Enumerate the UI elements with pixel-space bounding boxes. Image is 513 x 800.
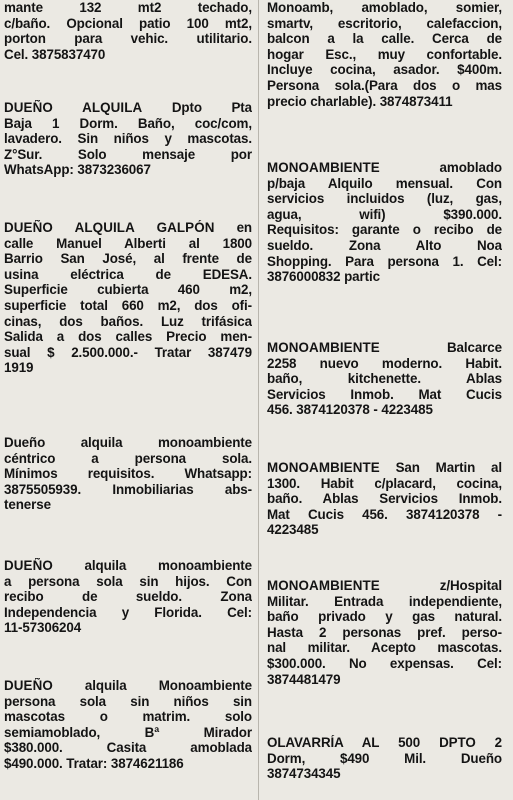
ad-line: baño, kitchenette. Ablas [267, 371, 502, 387]
ad-dpto-pta-baja [4, 100, 252, 178]
ad-line: Mat Cucis 456. 3874120378 - [267, 506, 502, 522]
ad-line: 3875505939. Inmobiliarias abs- [4, 481, 252, 497]
ad-line: a persona sola sin hijos. Con [4, 573, 252, 589]
ad-san-martin [267, 460, 502, 538]
ad-lead-rest: alquila Monoambiente [52, 678, 252, 693]
ad-balcarce [267, 340, 502, 418]
ad-line: Cel. 3875837470 [4, 46, 106, 62]
ad-line: baño privado y gas natural. [267, 609, 502, 625]
ad-b-mirador [4, 678, 252, 772]
ad-lead: DUEÑO ALQUILA GALPÓN [4, 220, 215, 235]
ad-line: p/baja Alquilo mensual. Con [267, 175, 502, 191]
ad-lead-rest: Balcarce [379, 340, 502, 355]
ad-line: céntrico a persona sola. [4, 450, 252, 466]
ad-line: $380.000. Casita amoblada [4, 740, 252, 756]
ad-line: recibo de sueldo. Zona [4, 589, 252, 605]
ad-line: Baja 1 Dorm. Baño, coc/com, [4, 115, 252, 131]
ad-line: Requisitos: garante o recibo de [267, 222, 502, 238]
ad-line: Shopping. Para persona 1. Cel: [267, 253, 502, 269]
ad-lead: MONOAMBIENTE [267, 578, 380, 593]
ad-line: Persona sola.(Para dos o mas [267, 77, 502, 93]
ad-patio [4, 0, 252, 62]
ad-line: 1919 [4, 360, 34, 376]
ad-line: porton para vehic. utilitario. [4, 31, 252, 47]
ad-sin-hijos [4, 558, 252, 636]
ad-lead: MONOAMBIENTE [267, 460, 380, 475]
ad-line: 11-57306204 [4, 620, 82, 636]
ad-line [267, 160, 502, 176]
ad-line: Mínimos requisitos. Whatsapp: [4, 466, 252, 482]
ad-line: Z°Sur. Solo mensaje por [4, 146, 252, 162]
ad-line: Superficie cubierta 460 m2, [4, 282, 252, 298]
ad-lead: DUEÑO [4, 678, 53, 693]
ad-line [4, 100, 252, 116]
ad-line: nal militar. Acepto mascotas. [267, 640, 502, 656]
ad-lead: DUEÑO ALQUILA [4, 100, 143, 115]
ad-line [267, 340, 502, 356]
ad-line: Barrio San José, al frente de [4, 251, 252, 267]
ad-line: WhatsApp: 3873236067 [4, 162, 151, 178]
ad-line: Monoamb, amoblado, somier, [267, 0, 502, 15]
ad-line: 3874734345 [267, 766, 341, 782]
ad-line: mante 132 mt2 techado, [4, 0, 252, 15]
ad-olavarria [267, 735, 502, 782]
ad-line: balcon a la calle. Cerca de [267, 31, 502, 47]
ad-line: tenerse [4, 497, 51, 513]
ad-line: Independencia y Florida. Cel: [4, 604, 252, 620]
ad-line: sueldo. Zona Alto Noa [267, 237, 502, 253]
ad-line: Militar. Entrada independiente, [267, 593, 502, 609]
ad-lead: MONOAMBIENTE [267, 160, 380, 175]
ad-lead-rest: alquila monoambiente [52, 558, 252, 573]
ad-lead: MONOAMBIENTE [267, 340, 380, 355]
ad-line: Salida a dos calles Precio men- [4, 329, 252, 345]
ad-line: superficie total 660 m2, dos ofi- [4, 297, 252, 313]
ad-line: 3876000832 partic [267, 269, 380, 285]
ad-lead-rest: San Martin al [379, 460, 502, 475]
ad-lead-rest: z/Hospital [379, 578, 502, 593]
ad-lead-rest: amoblado [379, 160, 502, 175]
ad-line: OLAVARRÍA AL 500 DPTO 2 [267, 735, 502, 750]
ad-line: mascotas o matrim. solo [4, 709, 252, 725]
ad-line: Dorm, $490 Mil. Dueño [267, 750, 502, 766]
ad-line: hogar Esc., muy confortable. [267, 46, 502, 62]
ad-line: lavadero. Sin niños y mascotas. [4, 131, 252, 147]
ad-line [4, 678, 252, 694]
ad-line: 3874481479 [267, 671, 341, 687]
ad-line: $490.000. Tratar: 3874621186 [4, 755, 184, 771]
ad-hospital-militar [267, 578, 502, 687]
ad-line: smartv, escritorio, calefaccion, [267, 15, 502, 31]
ad-line [267, 460, 502, 476]
ad-line: usina eléctrica de EDESA. [4, 266, 252, 282]
ad-line: precio charlable). 3874873411 [267, 93, 453, 109]
ad-line: 4223485 [267, 522, 319, 538]
ad-line: sual $ 2.500.000.- Tratar 387479 [4, 344, 252, 360]
ad-line: baño. Ablas Servicios Inmob. [267, 491, 502, 507]
ad-line: 456. 3874120378 - 4223485 [267, 402, 433, 418]
ad-line: Hasta 2 personas pref. perso- [267, 624, 502, 640]
ad-monoamb-amoblado [267, 0, 502, 109]
ad-galpon [4, 220, 252, 376]
ad-line: 1300. Habit c/placard, cocina, [267, 475, 502, 491]
ad-line: cinas, dos baños. Luz trifásica [4, 313, 252, 329]
ad-line: c/baño. Opcional patio 100 mt2, [4, 15, 252, 31]
ad-line [267, 578, 502, 594]
ad-line [4, 220, 252, 236]
ad-line: persona sola sin niños sin [4, 693, 252, 709]
ad-lead-rest: en [214, 220, 252, 235]
ad-line: Servicios Inmob. Mat Cucis [267, 386, 502, 402]
ad-line: $300.000. No expensas. Cel: [267, 655, 502, 671]
ad-line: semiamoblado, Bª Mirador [4, 724, 252, 740]
ad-line: Dueño alquila monoambiente [4, 435, 252, 450]
ad-line: agua, wifi) $390.000. [267, 206, 502, 222]
ad-lead-rest: Dpto Pta [142, 100, 252, 115]
ad-line [4, 558, 252, 574]
ad-line: 2258 nuevo moderno. Habit. [267, 355, 502, 371]
ad-lead: DUEÑO [4, 558, 53, 573]
ad-alto-noa [267, 160, 502, 285]
ad-line: calle Manuel Alberti al 1800 [4, 235, 252, 251]
column-divider [258, 0, 259, 800]
ad-monoambiente-centrico [4, 435, 252, 513]
ad-line: Incluye cocina, asador. $400m. [267, 62, 502, 78]
ad-line: servicios incluidos (luz, gas, [267, 191, 502, 207]
